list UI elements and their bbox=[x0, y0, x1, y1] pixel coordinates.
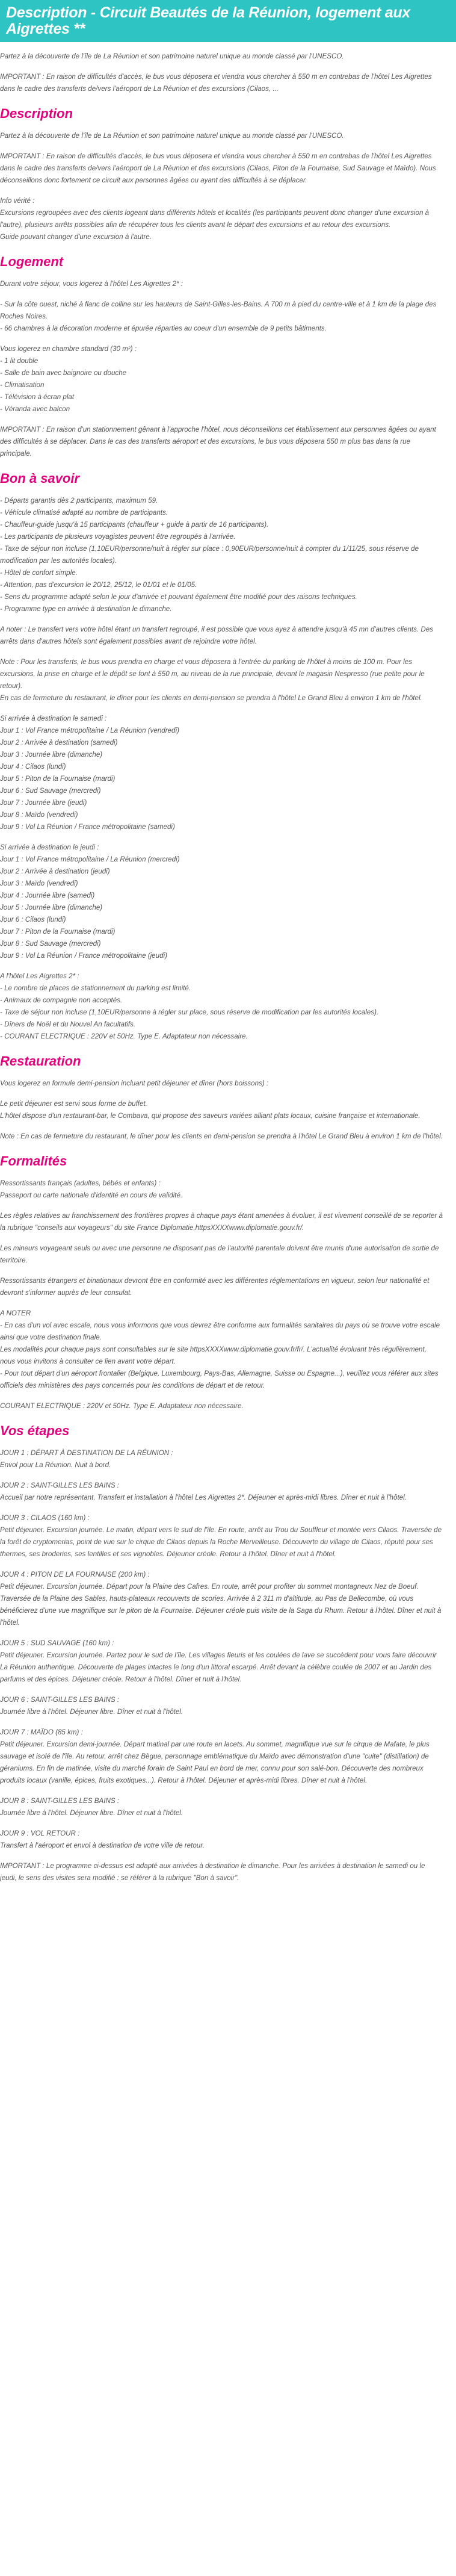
section-title-logement: Logement bbox=[0, 254, 64, 269]
itinerary-day bbox=[0, 1480, 443, 1504]
logement-paragraph: - Sur la côte ouest, niché à flanc de colline sur les hauteurs de Saint-Gilles-les-Bains. A 700 m à pied du centre-ville et à 1 km de la plage des Roches Noires. - 66 chambres à la décoration moderne et épurée réparties au coeur d'un ensemble de 9 petits bâtiments. bbox=[0, 300, 437, 332]
logement-paragraph: Vous logerez en chambre standard (30 m²) : - 1 lit double - Salle de bain avec baignoire ou douche - Climatisation - Télévision à écran plat - Véranda avec balcon bbox=[0, 345, 137, 413]
day-text: Petit déjeuner. Excursion journée. Départ pour la Plaine des Cafres. En route, arrêt pour profiter du sommet montagneux Nez de Boeuf. Traversée de la Plaine des Sables, hauts-plateaux recouverts de scories. Arrivée à 2 311 m d'altitude, au Pas de Bellecombe, où vous bénéficierez d'une vue magnifique sur le piton de la Fournaise. Déjeuner créole puis visite de la Saga du Rhum. Retour à l'hôtel. Dîner et nuit à l'hôtel. bbox=[0, 1583, 442, 1627]
section-title-restauration: Restauration bbox=[0, 1054, 81, 1069]
day-title: JOUR 4 : PITON DE LA FOURNAISE (200 km) : bbox=[0, 1571, 150, 1578]
restauration-section bbox=[0, 1054, 443, 1143]
formalites-paragraph: Ressortissants étrangers et binationaux devront être en conformité avec les différentes réglementations en vigueur, selon leur nationalité et devront s'informer auprès de leur consulat. bbox=[0, 1277, 431, 1297]
itinerary-day bbox=[0, 1795, 443, 1819]
section-title-bon-a-savoir: Bon à savoir bbox=[0, 471, 80, 486]
day-title: JOUR 8 : SAINT-GILLES LES BAINS : bbox=[0, 1797, 120, 1805]
section-title-etapes: Vos étapes bbox=[0, 1423, 70, 1438]
day-title: JOUR 2 : SAINT-GILLES LES BAINS : bbox=[0, 1482, 120, 1489]
day-title: JOUR 3 : CILAOS (160 km) : bbox=[0, 1514, 90, 1522]
day-title: JOUR 5 : SUD SAUVAGE (160 km) : bbox=[0, 1639, 114, 1647]
itinerary-day bbox=[0, 1694, 443, 1718]
formalites-paragraph: A NOTER - En cas d'un vol avec escale, nous vous informons que vous devrez être conforme aux formalités sanitaires du pays où se trouve votre escale ainsi que votre destination finale. Les modalités pour chaque pays sont consultables sur le site httpsXXXXwww.diplomatie.gouv.fr/fr/. L'actualité évoluant très régulièrement, nous vous invitons à consulter ce lien avant votre départ. - Pour tout départ d'un aéroport frontalier (Belgique, Luxembourg, Pays-Bas, Allemagne, Suisse ou Espagne...), veuillez vous référer aux sites officiels des ministères des pays concernés pour les conditions de départ et de retour. bbox=[0, 1309, 440, 1389]
logement-paragraph: IMPORTANT : En raison d'un stationnement gênant à l'approche l'hôtel, nous déconseillons cet établissement aux personnes âgées ou ayant des difficultés à se déplacer. Dans le cas des transferts aéroport et des excursions, le bus vous déposera 550 m plus bas dans la rue principale. bbox=[0, 426, 439, 458]
day-text: Petit déjeuner. Excursion demi-journée. Départ matinal par une route en lacets. Au sommet, magnifique vue sur le cirque de Mafate, le plus sauvage et isolé de l'île. Au retour, arrêt chez Bègue, personnage emblématique du Maïdo avec démonstration d'une "cuite" (distillation) de géraniums. En fin de matinée, visite du marché forain de Saint Paul en bord de mer, connu pour son salé-bon. Découverte des nombreux produits locaux (vanille, épices, fruits exotiques...). Retour à l'hôtel. Déjeuner et après-midi libres. Dîner et nuit à l'hôtel. bbox=[0, 1740, 430, 1784]
itinerary-footnote: IMPORTANT : Le programme ci-dessus est adapté aux arrivées à destination le dimanche. Pour les arrivées à destination le samedi ou le jeudi, le sens des visites sera modifié : se référer à la rubrique "Bon à savoir". bbox=[0, 1862, 427, 1882]
formalites-section bbox=[0, 1153, 443, 1412]
day-text: Journée libre à l'hôtel. Déjeuner libre. Dîner et nuit à l'hôtel. bbox=[0, 1809, 183, 1817]
description-section bbox=[0, 106, 443, 243]
day-text: Transfert à l'aéroport et envol à destination de votre ville de retour. bbox=[0, 1842, 205, 1849]
logement-paragraph: Durant votre séjour, vous logerez à l'hôtel Les Aigrettes 2* : bbox=[0, 280, 183, 288]
itinerary-day bbox=[0, 1569, 443, 1629]
intro-paragraph: IMPORTANT : En raison de difficultés d'accès, le bus vous déposera et viendra vous chercher à 550 m en contrebas de l'hôtel Les Aigrettes dans le cadre des transferts de/vers l'aéroport de La Réunion et des excursions (Cilaos, ... bbox=[0, 73, 434, 93]
bon-a-savoir-paragraph: A l'hôtel Les Aigrettes 2* : - Le nombre de places de stationnement du parking est limité. - Animaux de compagnie non acceptés. - Taxe de séjour non incluse (1,10EUR/personne à régler sur place, sous réserve de modification par les autorités locales). - Dîners de Noël et du Nouvel An facultatifs. - COURANT ELECTRIQUE : 220V et 50Hz. Type E. Adaptateur non nécessaire. bbox=[0, 972, 379, 1040]
section-title-description: Description bbox=[0, 106, 73, 121]
day-title: JOUR 9 : VOL RETOUR : bbox=[0, 1830, 80, 1837]
formalites-paragraph: Ressortissants français (adultes, bébés et enfants) : Passeport ou carte nationale d'identité en cours de validité. bbox=[0, 1179, 183, 1199]
page-title: Description - Circuit Beautés de la Réunion, logement aux Aigrettes ** bbox=[6, 4, 410, 37]
formalites-paragraph: Les règles relatives au franchissement des frontières propres à chaque pays étant amenées à évoluer, il est vivement conseillé de se reporter à la rubrique "conseils aux voyageurs" du site France Diplomatie,httpsXXXXwww.diplomatie.gouv.fr/. bbox=[0, 1212, 445, 1232]
itinerary-day bbox=[0, 1512, 443, 1560]
intro-section bbox=[0, 51, 443, 95]
day-title: JOUR 6 : SAINT-GILLES LES BAINS : bbox=[0, 1696, 120, 1704]
restauration-paragraph: Note : En cas de fermeture du restaurant, le dîner pour les clients en demi-pension se prendra à l'hôtel Le Grand Bleu à environ 1 km de l'hôtel. bbox=[0, 1132, 443, 1140]
main-content bbox=[0, 42, 456, 1905]
description-paragraph: IMPORTANT : En raison de difficultés d'accès, le bus vous déposera et viendra vous chercher à 550 m en contrebas de l'hôtel Les Aigrettes dans le cadre des transferts de/vers l'aéroport de La Réunion et des excursions (Cilaos, Piton de la Fournaise, Sud Sauvage et Maïdo). Nous déconseillons donc fortement ce circuit aux personnes âgées ou ayant des difficultés à se déplacer. bbox=[0, 152, 438, 184]
day-title: JOUR 7 : MAÏDO (85 km) : bbox=[0, 1728, 83, 1736]
description-paragraph: Partez à la découverte de l'île de La Réunion et son patrimoine naturel unique au monde classé par l'UNESCO. bbox=[0, 132, 344, 140]
itinerary-day bbox=[0, 1727, 443, 1787]
day-text: Petit déjeuner. Excursion journée. Partez pour le sud de l'île. Les villages fleuris et les coulées de lave se succèdent pour vous faire découvrir La Réunion authentique. Découverte de plages intactes le long d'un littoral escarpé. Arrêt devant la célèbre coulée de 2007 et au Jardin des parfums et des épices. Déjeuner créole. Retour à l'hôtel. Dîner et nuit à l'hôtel. bbox=[0, 1651, 437, 1683]
day-text: Envol pour La Réunion. Nuit à bord. bbox=[0, 1461, 111, 1469]
itinerary-day bbox=[0, 1637, 443, 1686]
restauration-paragraph: Vous logerez en formule demi-pension incluant petit déjeuner et dîner (hors boissons) : bbox=[0, 1079, 269, 1087]
bon-a-savoir-paragraph: Note : Pour les transferts, le bus vous prendra en charge et vous déposera à l'entrée du parking de l'hôtel à moins de 100 m. Pour les excursions, la prise en charge et le dépôt se font à 550 m, au niveau de la rue principale, devant le magasin Nespresso (rue petite pour le retour). En cas de fermeture du restaurant, le dîner pour les clients en demi-pension se prendra à l'hôtel Le Grand Bleu à environ 1 km de l'hôtel. bbox=[0, 658, 425, 702]
restauration-paragraph: Le petit déjeuner est servi sous forme de buffet. L'hôtel dispose d'un restaurant-bar, le Combava, qui propose des saveurs variées alliant plats locaux, cuisine française et internationale. bbox=[0, 1100, 421, 1120]
page-banner bbox=[0, 0, 456, 42]
bon-a-savoir-section bbox=[0, 471, 443, 1043]
bon-a-savoir-paragraph: Si arrivée à destination le samedi : Jour 1 : Vol France métropolitaine / La Réunion (vendredi) Jour 2 : Arrivée à destination (samedi) Jour 3 : Journée libre (dimanche) Jour 4 : Cilaos (lundi) Jour 5 : Piton de la Fournaise (mardi) Jour 6 : Sud Sauvage (mercredi) Jour 7 : Journée libre (jeudi) Jour 8 : Maïdo (vendredi) Jour 9 : Vol La Réunion / France métropolitaine (samedi) bbox=[0, 715, 179, 831]
intro-paragraph: Partez à la découverte de l'île de La Réunion et son patrimoine naturel unique au monde classé par l'UNESCO. bbox=[0, 52, 344, 60]
day-title: JOUR 1 : DÉPART À DESTINATION DE LA RÉUNION : bbox=[0, 1449, 173, 1457]
formalites-paragraph: COURANT ELECTRIQUE : 220V et 50Hz. Type E. Adaptateur non nécessaire. bbox=[0, 1402, 244, 1410]
logement-section bbox=[0, 254, 443, 460]
formalites-paragraph: Les mineurs voyageant seuls ou avec une personne ne disposant pas de l'autorité parentale doivent être munis d'une autorisation de sortie de territoire. bbox=[0, 1244, 441, 1264]
etapes-section bbox=[0, 1423, 443, 1884]
description-paragraph: Info vérité : Excursions regroupées avec des clients logeant dans différents hôtels et localités (les participants peuvent donc changer d'une excursion à l'autre), plusieurs arrêts possibles afin de récupérer tous les clients avant le départ des excursions et au retour des excursions. Guide pouvant changer d'une excursion à l'autre. bbox=[0, 197, 430, 241]
day-text: Accueil par notre représentant. Transfert et installation à l'hôtel Les Aigrettes 2*. Déjeuner et après-midi libres. Dîner et nuit à l'hôtel. bbox=[0, 1494, 407, 1501]
bon-a-savoir-paragraph: - Départs garantis dès 2 participants, maximum 59. - Véhicule climatisé adapté au nombre de participants. - Chauffeur-guide jusqu'à 15 participants (chauffeur + guide à partir de 16 participants). - Les participants de plusieurs voyagistes peuvent être regroupés à l'arrivée. - Taxe de séjour non incluse (1,10EUR/personne/nuit à régler sur place : 0,90EUR/personne/nuit à compter du 1/11/25, sous réserve de modification par les autorités locales). - Hôtel de confort simple. - Attention, pas d'excursion le 20/12, 25/12, le 01/01 et le 01/05. - Sens du programme adapté selon le jour d'arrivée et pouvant également être modifié pour des raisons techniques. - Programme type en arrivée à destination le dimanche. bbox=[0, 497, 419, 613]
bon-a-savoir-paragraph: A noter : Le transfert vers votre hôtel étant un transfert regroupé, il est possible que vous ayez à attendre jusqu'à 45 mn d'autres clients. Des arrêts dans d'autres hôtels sont également possibles avant de rejoindre votre hôtel. bbox=[0, 625, 436, 645]
section-title-formalites: Formalités bbox=[0, 1153, 67, 1169]
itinerary-day bbox=[0, 1447, 443, 1471]
day-text: Journée libre à l'hôtel. Déjeuner libre. Dîner et nuit à l'hôtel. bbox=[0, 1708, 183, 1716]
bon-a-savoir-paragraph: Si arrivée à destination le jeudi : Jour 1 : Vol France métropolitaine / La Réunion (mercredi) Jour 2 : Arrivée à destination (jeudi) Jour 3 : Maïdo (vendredi) Jour 4 : Journée libre (samedi) Jour 5 : Journée libre (dimanche) Jour 6 : Cilaos (lundi) Jour 7 : Piton de la Fournaise (mardi) Jour 8 : Sud Sauvage (mercredi) Jour 9 : Vol La Réunion / France métropolitaine (jeudi) bbox=[0, 843, 180, 960]
itinerary-day bbox=[0, 1828, 443, 1852]
day-text: Petit déjeuner. Excursion journée. Le matin, départ vers le sud de l'île. En route, arrêt au Trou du Souffleur et montée vers Cilaos. Traversée de la forêt de cryptomerias, point de vue sur le cirque de Cilaos depuis la Roche Merveilleuse. Découverte du village de Cilaos, réputé pour ses thermes, ses broderies, ses lentilles et ses vignobles. Déjeuner créole. Retour à l'hôtel. Dîner et nuit à l'hôtel. bbox=[0, 1526, 442, 1558]
